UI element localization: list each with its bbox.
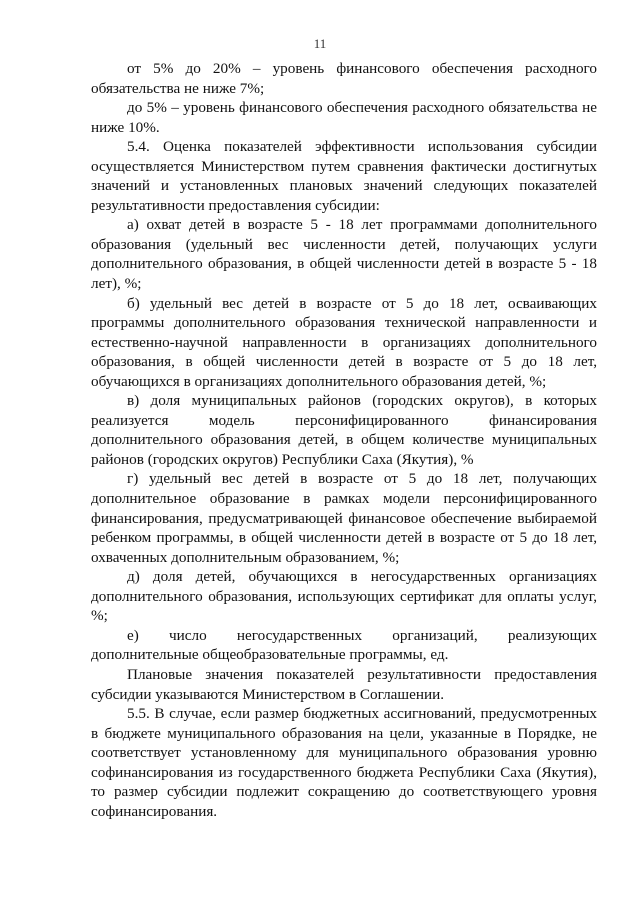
paragraph-5-5: 5.5. В случае, если размер бюджетных ассигнований, предусмотренных в бюджете муниципального образования на цели, указанные в Порядке, не соответствует установленному для муниципального образования уровню софинансирования из государственного бюджета Республики Саха (Якутия), то размер субсидии подлежит сокращению до соответствующего уровня софинансирования. (91, 705, 597, 820)
paragraph-planned-values: Плановые значения показателей результативности предоставления субсидии указываются Министерством в Соглашении. (91, 665, 597, 703)
document-body (91, 59, 597, 821)
paragraph-funding-5-20: от 5% до 20% – уровень финансового обеспечения расходного обязательства не ниже 7%; (91, 60, 597, 97)
paragraph-indicator-b: б) удельный вес детей в возрасте от 5 до 18 лет, осваивающих программы дополнительного образования технической направленности и естественно-научной направленности в организациях дополнительного образования, в общей численности детей в возрасте от 5 до 18 лет, обучающихся в организациях дополнительного образования детей, %; (91, 294, 597, 390)
page-number: 11 (313, 36, 327, 51)
paragraph-indicator-e: е) число негосударственных организаций, реализующих дополнительные общеобразовательные программы, ед. (91, 626, 597, 664)
paragraph-indicator-v: в) доля муниципальных районов (городских округов), в которых реализуется модель персонифицированного финансирования дополнительного образования детей, в общем количестве муниципальных районов (городских округов) Республики Саха (Якутия), % (91, 392, 597, 468)
paragraph-funding-under-5: до 5% – уровень финансового обеспечения расходного обязательства не ниже 10%. (91, 99, 597, 136)
paragraph-indicator-a: а) охват детей в возрасте 5 - 18 лет программами дополнительного образования (удельный вес численности детей, получающих услуги дополнительного образования, в общей численности детей в возрасте 5 - 18 лет), %; (91, 216, 597, 293)
paragraph-indicator-g: г) удельный вес детей в возрасте от 5 до 18 лет, получающих дополнительное образование в рамках модели персонифицированного финансирования, предусматривающей финансовое обеспечение выбираемой ребенком программы, в общей численности детей в возрасте от 5 до 18 лет, охваченных дополнительным образованием, %; (91, 470, 597, 566)
paragraph-5-4: 5.4. Оценка показателей эффективности использования субсидии осуществляется Министерством путем сравнения фактически достигнутых значений и установленных плановых значений следующих показателей результативности предоставления субсидии: (91, 138, 597, 214)
paragraph-indicator-d: д) доля детей, обучающихся в негосударственных организациях дополнительного образования, использующих сертификат для оплаты услуг, %; (91, 568, 597, 625)
